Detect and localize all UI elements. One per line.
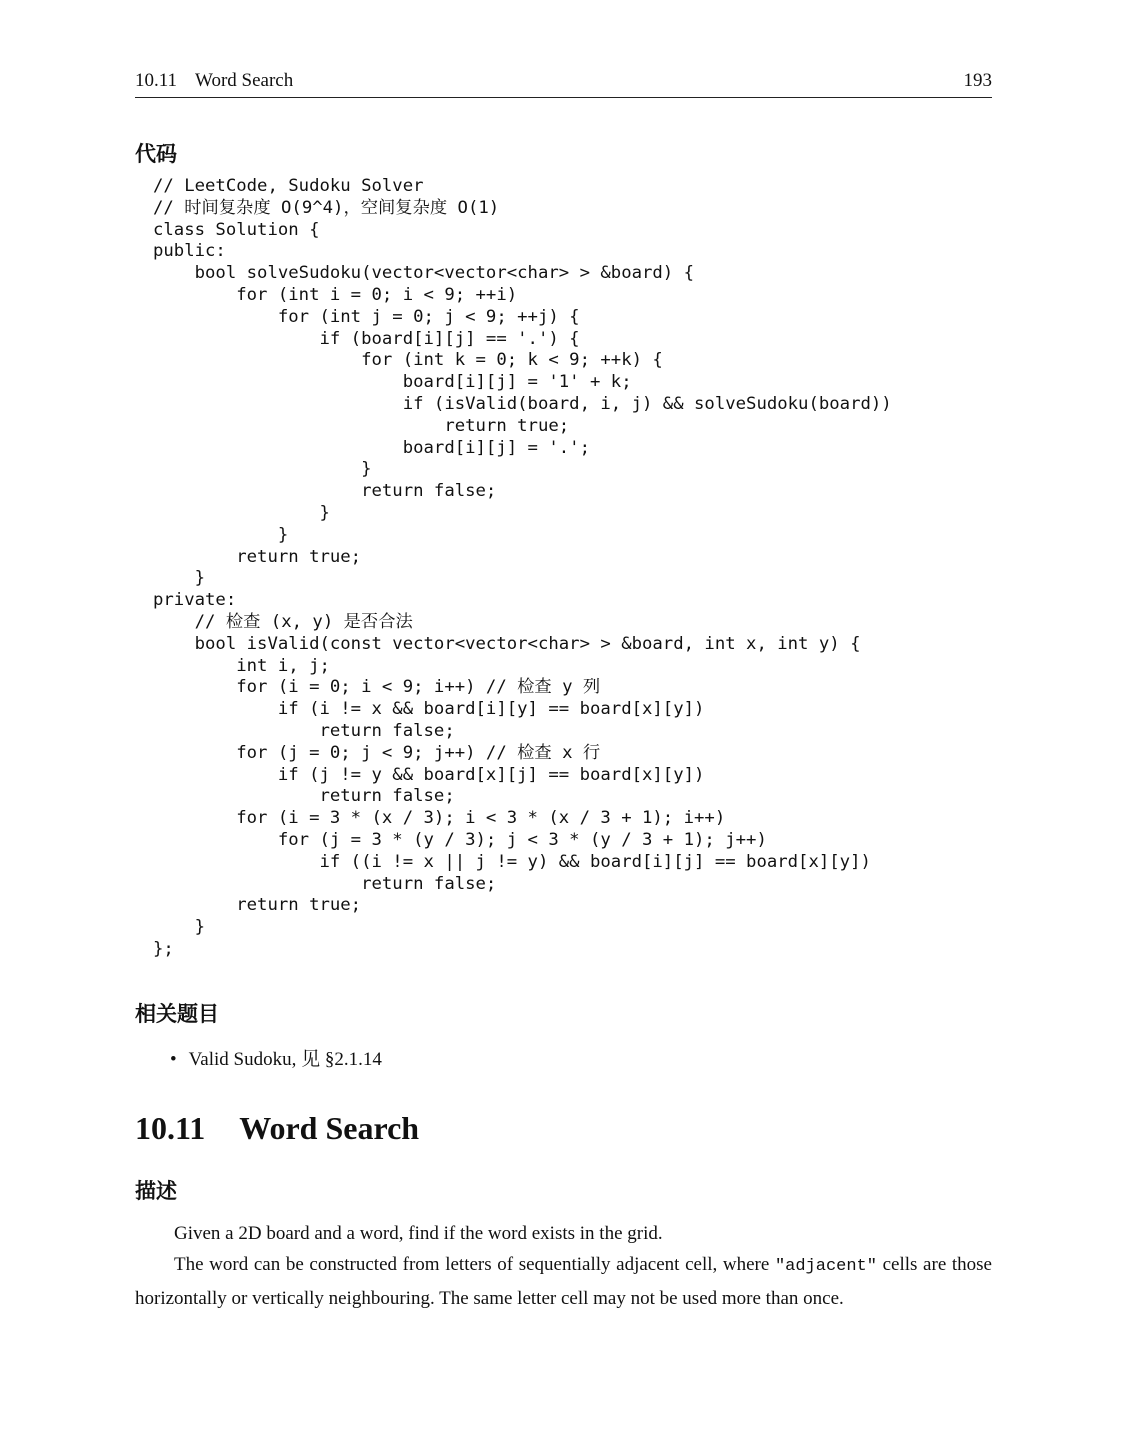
section-number: 10.11 [135, 1110, 206, 1146]
related-item[interactable]: • Valid Sudoku, 见 §2.1.14 [170, 1044, 382, 1071]
code-line: return false; [153, 720, 455, 741]
code-line: if (j != y && board[x][j] == board[x][y]) [153, 764, 705, 785]
code-line: if (isValid(board, i, j) && solveSudoku(board)) [153, 393, 892, 414]
code-line: for (int k = 0; k < 9; ++k) { [153, 350, 663, 371]
code-line: return false; [153, 873, 497, 894]
paragraph-2-before: The word can be constructed from letters of sequentially adjacent cell, where [174, 1254, 775, 1275]
code-line: // LeetCode, Sudoku Solver [153, 176, 424, 196]
code-line: return false; [153, 481, 497, 502]
code-line: return false; [153, 786, 455, 807]
description-paragraph-2 [135, 1249, 992, 1315]
code-line: if ((i != x || j != y) && board[i][j] == board[x][y]) [153, 851, 871, 872]
code-block [153, 176, 892, 961]
code-heading: 代码 [135, 142, 177, 166]
code-line: for (int i = 0; i < 9; ++i) [153, 284, 518, 305]
code-line: if (board[i][j] == '.') { [153, 328, 580, 349]
code-line: class Solution { [153, 219, 320, 240]
paragraph-2-after: cells are those horizontally or vertically neighbouring. The same letter cell may not be used more than once. [135, 1254, 992, 1309]
section-heading [135, 1110, 419, 1147]
code-line: for (j = 3 * (y / 3); j < 3 * (y / 3 + 1); j++) [153, 829, 767, 850]
code-line: for (j = 0; j < 9; j++) // 检查 x 行 [153, 742, 601, 763]
running-header-title [135, 70, 293, 92]
section-title: Word Search [239, 1110, 420, 1146]
code-line: return true; [153, 895, 362, 916]
code-line: int i, j; [153, 655, 330, 676]
inline-code-adjacent: "adjacent" [774, 1257, 877, 1276]
code-line: bool solveSudoku(vector<vector<char> > &board) { [153, 263, 695, 284]
running-header-section-title: Word Search [195, 70, 294, 91]
code-line: // 时间复杂度 O(9^4)，空间复杂度 O(1) [153, 197, 500, 218]
code-line: board[i][j] = '.'; [153, 437, 590, 458]
code-line: return true; [153, 546, 362, 567]
code-line: private: [153, 590, 237, 611]
code-line: for (i = 3 * (x / 3); i < 3 * (x / 3 + 1); i++) [153, 808, 726, 829]
code-line: bool isValid(const vector<vector<char> > &board, int x, int y) { [153, 633, 861, 654]
related-list [170, 1044, 382, 1071]
description-paragraph-1 [135, 1218, 992, 1250]
code-line: } [153, 459, 372, 480]
running-header [135, 66, 992, 98]
code-line: // 检查 (x, y) 是否合法 [153, 611, 413, 632]
code-line: if (i != x && board[i][y] == board[x][y]) [153, 699, 705, 720]
code-line: } [153, 568, 206, 589]
code-line: for (i = 0; i < 9; i++) // 检查 y 列 [153, 677, 601, 698]
code-line: board[i][j] = '1' + k; [153, 372, 632, 393]
code-line: for (int j = 0; j < 9; ++j) { [153, 306, 580, 327]
code-line: public: [153, 241, 226, 262]
code-line: return true; [153, 415, 570, 436]
description-heading: 描述 [135, 1179, 177, 1203]
running-header-section-number: 10.11 [135, 70, 178, 91]
code-line: } [153, 917, 206, 938]
page-number: 193 [963, 70, 992, 91]
paragraph-1-text: Given a 2D board and a word, find if the word exists in the grid. [174, 1223, 663, 1244]
code-line: }; [153, 938, 174, 959]
related-heading: 相关题目 [135, 1002, 219, 1026]
code-line: } [153, 524, 289, 545]
code-line: } [153, 502, 330, 523]
